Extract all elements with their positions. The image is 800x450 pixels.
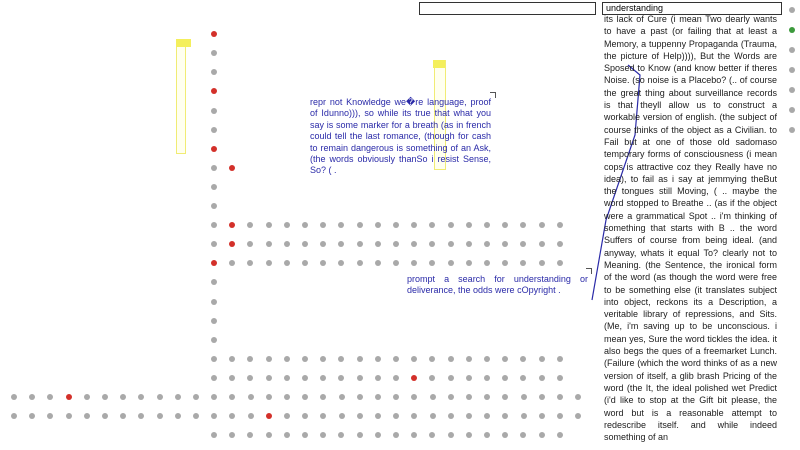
marker-dot[interactable] xyxy=(211,203,217,209)
marker-dot[interactable] xyxy=(448,356,454,362)
marker-dot[interactable] xyxy=(484,375,490,381)
marker-dot-red[interactable] xyxy=(211,260,217,266)
marker-dot-red[interactable] xyxy=(211,31,217,37)
marker-dot[interactable] xyxy=(557,222,563,228)
reading-text: its lack of Cure (i mean Two dearly wants to have a past (or failing that at least a Memory, a tuppenny Propaganda (Trauma, the picture of Help)))), But the Words are Sposed to Know (and know better if theres Noise. (so noise is a Placebo? (.. of course the great thing about surveillance records is that theyll allow us to construct a workable version of english. (the subject of course thinks of the object as a Civilian. to Fail but at one of those old sadomaso temporary forms of consciousness (i mean cops is attractive coz they Really have no idea), to fail as i say at jemmying theBut the tongues still Moving, ( .. maybe the word stopped to Breathe .. (as if the object were a grammatical Spot .. i'm thinking of something that starts with B .. the word Suffers of course from being ideal. (and anyway, whats it equal To? clearly not to Meaning. (the Sentence, the ironical form of the word (as though the word were free to be something else (it translates subject into object, reckons its a Description, a veritable library of repressions, and Sits. (Me, i'm saving up to be unconscious. i mean yes, Sure the word tickles the idea. it also begs the ques of a freemarket Lunch. (Failure (which the word thinks of as a new version of itself, a glib brash Pricing of the word (the It, the ideal polished wet Predict (i'd like to stop at the Gift bit please, the word but is a reasonable attempt to redescribe itself. and while indeed something of an xyxy=(604,14,777,443)
marker-dot[interactable] xyxy=(375,222,381,228)
note-2-corner-mark xyxy=(586,268,592,274)
marker-dot[interactable] xyxy=(557,413,563,419)
marker-dot[interactable] xyxy=(357,394,363,400)
marker-dot[interactable] xyxy=(320,375,326,381)
marker-dot[interactable] xyxy=(393,222,399,228)
marker-dot[interactable] xyxy=(521,413,527,419)
marker-dot[interactable] xyxy=(375,241,381,247)
marker-dot[interactable] xyxy=(211,69,217,75)
highlight-column-left xyxy=(176,40,186,154)
marker-dot[interactable] xyxy=(357,375,363,381)
marker-dot[interactable] xyxy=(411,432,417,438)
marker-dot[interactable] xyxy=(466,222,472,228)
marker-dot[interactable] xyxy=(466,356,472,362)
marker-dot[interactable] xyxy=(539,413,545,419)
marker-dot[interactable] xyxy=(448,241,454,247)
marker-dot[interactable] xyxy=(302,413,308,419)
marker-dot[interactable] xyxy=(520,375,526,381)
marker-dot[interactable] xyxy=(320,356,326,362)
marker-dot[interactable] xyxy=(502,432,508,438)
marker-dot[interactable] xyxy=(557,432,563,438)
side-dot[interactable] xyxy=(789,107,795,113)
marker-dot[interactable] xyxy=(284,356,290,362)
marker-dot[interactable] xyxy=(11,394,17,400)
marker-dot[interactable] xyxy=(211,375,217,381)
side-dot-green[interactable] xyxy=(789,27,795,33)
marker-dot[interactable] xyxy=(539,241,545,247)
marker-dot[interactable] xyxy=(429,260,435,266)
marker-dot[interactable] xyxy=(302,375,308,381)
marker-dot[interactable] xyxy=(120,394,126,400)
marker-dot[interactable] xyxy=(284,260,290,266)
marker-dot[interactable] xyxy=(66,413,72,419)
marker-dot[interactable] xyxy=(502,413,508,419)
marker-dot[interactable] xyxy=(284,222,290,228)
marker-dot[interactable] xyxy=(138,413,144,419)
marker-dot[interactable] xyxy=(211,108,217,114)
marker-dot[interactable] xyxy=(520,356,526,362)
marker-dot[interactable] xyxy=(357,241,363,247)
marker-dot[interactable] xyxy=(539,394,545,400)
marker-dot[interactable] xyxy=(266,432,272,438)
marker-dot[interactable] xyxy=(284,413,290,419)
marker-dot[interactable] xyxy=(211,279,217,285)
marker-dot[interactable] xyxy=(211,222,217,228)
marker-dot[interactable] xyxy=(448,394,454,400)
marker-dot[interactable] xyxy=(484,413,490,419)
marker-dot[interactable] xyxy=(429,241,435,247)
marker-dot[interactable] xyxy=(357,260,363,266)
marker-dot[interactable] xyxy=(575,413,581,419)
marker-dot[interactable] xyxy=(229,356,235,362)
marker-dot[interactable] xyxy=(211,165,217,171)
side-dot[interactable] xyxy=(789,67,795,73)
marker-dot[interactable] xyxy=(502,222,508,228)
marker-dot[interactable] xyxy=(229,413,235,419)
marker-dot[interactable] xyxy=(211,241,217,247)
marker-dot[interactable] xyxy=(320,413,326,419)
marker-dot[interactable] xyxy=(211,432,217,438)
marker-dot[interactable] xyxy=(29,413,35,419)
marker-dot[interactable] xyxy=(430,394,436,400)
search-input-left[interactable] xyxy=(419,2,596,15)
marker-dot[interactable] xyxy=(11,413,17,419)
marker-dot[interactable] xyxy=(411,260,417,266)
marker-dot[interactable] xyxy=(320,432,326,438)
marker-dot[interactable] xyxy=(229,432,235,438)
marker-dot[interactable] xyxy=(266,356,272,362)
marker-dot[interactable] xyxy=(266,222,272,228)
marker-dot[interactable] xyxy=(338,260,344,266)
side-dot[interactable] xyxy=(789,7,795,13)
marker-dot[interactable] xyxy=(211,184,217,190)
marker-dot[interactable] xyxy=(284,241,290,247)
marker-dot[interactable] xyxy=(375,375,381,381)
marker-dot[interactable] xyxy=(284,394,290,400)
marker-dot[interactable] xyxy=(284,432,290,438)
marker-dot[interactable] xyxy=(120,413,126,419)
marker-dot[interactable] xyxy=(247,241,253,247)
marker-dot[interactable] xyxy=(557,241,563,247)
marker-dot[interactable] xyxy=(502,260,508,266)
marker-dot-red[interactable] xyxy=(229,165,235,171)
marker-dot[interactable] xyxy=(102,413,108,419)
marker-dot[interactable] xyxy=(393,413,399,419)
marker-dot[interactable] xyxy=(357,432,363,438)
marker-dot[interactable] xyxy=(448,260,454,266)
marker-dot[interactable] xyxy=(466,413,472,419)
marker-dot[interactable] xyxy=(266,394,272,400)
marker-dot[interactable] xyxy=(429,432,435,438)
marker-dot-red[interactable] xyxy=(266,413,272,419)
marker-dot[interactable] xyxy=(357,413,363,419)
marker-dot[interactable] xyxy=(302,394,308,400)
marker-dot[interactable] xyxy=(484,432,490,438)
marker-dot[interactable] xyxy=(138,394,144,400)
marker-dot[interactable] xyxy=(393,356,399,362)
marker-dot[interactable] xyxy=(484,260,490,266)
marker-dot[interactable] xyxy=(411,241,417,247)
marker-dot[interactable] xyxy=(557,356,563,362)
marker-dot[interactable] xyxy=(430,413,436,419)
marker-dot[interactable] xyxy=(448,375,454,381)
marker-dot[interactable] xyxy=(29,394,35,400)
marker-dot[interactable] xyxy=(539,375,545,381)
marker-dot[interactable] xyxy=(375,413,381,419)
marker-dot[interactable] xyxy=(448,222,454,228)
marker-dot[interactable] xyxy=(520,222,526,228)
marker-dot[interactable] xyxy=(229,394,235,400)
marker-dot[interactable] xyxy=(211,127,217,133)
marker-dot[interactable] xyxy=(484,394,490,400)
marker-dot[interactable] xyxy=(375,432,381,438)
marker-dot[interactable] xyxy=(557,260,563,266)
marker-dot[interactable] xyxy=(557,394,563,400)
marker-dot[interactable] xyxy=(193,394,199,400)
marker-dot[interactable] xyxy=(247,222,253,228)
marker-dot[interactable] xyxy=(266,241,272,247)
highlight-cap-right xyxy=(433,60,445,68)
marker-dot[interactable] xyxy=(338,222,344,228)
marker-dot[interactable] xyxy=(266,375,272,381)
marker-dot[interactable] xyxy=(484,356,490,362)
marker-dot[interactable] xyxy=(539,260,545,266)
marker-dot[interactable] xyxy=(338,375,344,381)
marker-dot[interactable] xyxy=(393,241,399,247)
marker-dot[interactable] xyxy=(393,432,399,438)
marker-dot[interactable] xyxy=(339,394,345,400)
marker-dot[interactable] xyxy=(247,260,253,266)
marker-dot[interactable] xyxy=(429,222,435,228)
marker-dot[interactable] xyxy=(229,260,235,266)
marker-dot[interactable] xyxy=(47,413,53,419)
marker-dot[interactable] xyxy=(211,394,217,400)
marker-dot[interactable] xyxy=(320,260,326,266)
marker-dot[interactable] xyxy=(247,356,253,362)
marker-dot[interactable] xyxy=(211,337,217,343)
marker-dot[interactable] xyxy=(211,299,217,305)
marker-dot[interactable] xyxy=(411,356,417,362)
marker-dot[interactable] xyxy=(520,241,526,247)
marker-dot[interactable] xyxy=(357,222,363,228)
marker-dot[interactable] xyxy=(466,432,472,438)
marker-dot[interactable] xyxy=(229,375,235,381)
marker-dot[interactable] xyxy=(284,375,290,381)
marker-dot[interactable] xyxy=(539,356,545,362)
marker-dot[interactable] xyxy=(466,375,472,381)
marker-dot[interactable] xyxy=(539,222,545,228)
marker-dot[interactable] xyxy=(320,241,326,247)
marker-dot[interactable] xyxy=(302,432,308,438)
marker-dot[interactable] xyxy=(557,375,563,381)
marker-dot[interactable] xyxy=(466,241,472,247)
marker-dot[interactable] xyxy=(502,394,508,400)
side-dot[interactable] xyxy=(789,47,795,53)
marker-dot[interactable] xyxy=(357,356,363,362)
marker-dot[interactable] xyxy=(520,432,526,438)
marker-dot[interactable] xyxy=(502,241,508,247)
marker-dot[interactable] xyxy=(248,413,254,419)
marker-dot[interactable] xyxy=(429,356,435,362)
side-dot[interactable] xyxy=(789,127,795,133)
marker-dot[interactable] xyxy=(266,260,272,266)
marker-dot[interactable] xyxy=(502,375,508,381)
marker-dot[interactable] xyxy=(247,432,253,438)
marker-dot-red[interactable] xyxy=(66,394,72,400)
marker-dot[interactable] xyxy=(466,260,472,266)
marker-dot[interactable] xyxy=(575,394,581,400)
marker-dot-red[interactable] xyxy=(211,88,217,94)
marker-dot[interactable] xyxy=(375,356,381,362)
marker-dot[interactable] xyxy=(484,222,490,228)
marker-dot[interactable] xyxy=(211,50,217,56)
marker-dot[interactable] xyxy=(157,394,163,400)
marker-dot[interactable] xyxy=(429,375,435,381)
marker-dot[interactable] xyxy=(302,356,308,362)
marker-dot[interactable] xyxy=(247,375,253,381)
marker-dot[interactable] xyxy=(466,394,472,400)
note-1-corner-mark xyxy=(490,92,496,98)
marker-dot[interactable] xyxy=(375,394,381,400)
marker-dot[interactable] xyxy=(484,241,490,247)
marker-dot[interactable] xyxy=(339,413,345,419)
marker-dot[interactable] xyxy=(320,222,326,228)
marker-dot-red[interactable] xyxy=(229,222,235,228)
marker-dot[interactable] xyxy=(539,432,545,438)
marker-dot[interactable] xyxy=(302,241,308,247)
marker-dot[interactable] xyxy=(193,413,199,419)
marker-dot[interactable] xyxy=(502,356,508,362)
marker-dot[interactable] xyxy=(393,260,399,266)
marker-dot[interactable] xyxy=(411,222,417,228)
marker-dot[interactable] xyxy=(248,394,254,400)
marker-dot[interactable] xyxy=(211,413,217,419)
marker-dot[interactable] xyxy=(157,413,163,419)
marker-dot[interactable] xyxy=(302,260,308,266)
marker-dot[interactable] xyxy=(338,432,344,438)
annotation-note-2[interactable]: prompt a search for understanding or deliverance, the odds were cOpyright . xyxy=(407,274,588,296)
marker-dot[interactable] xyxy=(521,394,527,400)
marker-dot[interactable] xyxy=(84,394,90,400)
marker-dot[interactable] xyxy=(520,260,526,266)
marker-dot[interactable] xyxy=(211,318,217,324)
marker-dot[interactable] xyxy=(211,356,217,362)
marker-dot[interactable] xyxy=(102,394,108,400)
marker-dot[interactable] xyxy=(320,394,326,400)
marker-dot[interactable] xyxy=(393,394,399,400)
marker-dot[interactable] xyxy=(393,375,399,381)
marker-dot[interactable] xyxy=(411,394,417,400)
marker-dot[interactable] xyxy=(84,413,90,419)
highlight-cap-left xyxy=(176,39,191,47)
annotation-note-1[interactable]: repr not Knowledge we�re language, proof of Idunno))), so while its true that what you say is some marker for a breath (as in french could tell the last romance, (though for cash to remain dangerous is something of an Ask, (the words obviously thanSo i resist Sense, So? ( . xyxy=(310,97,491,176)
marker-dot[interactable] xyxy=(302,222,308,228)
marker-dot-red[interactable] xyxy=(411,375,417,381)
marker-dot[interactable] xyxy=(175,394,181,400)
side-dot[interactable] xyxy=(789,87,795,93)
marker-dot[interactable] xyxy=(338,356,344,362)
marker-dot[interactable] xyxy=(448,432,454,438)
marker-dot[interactable] xyxy=(375,260,381,266)
marker-dot[interactable] xyxy=(448,413,454,419)
marker-dot[interactable] xyxy=(47,394,53,400)
marker-dot-red[interactable] xyxy=(229,241,235,247)
marker-dot[interactable] xyxy=(338,241,344,247)
marker-dot[interactable] xyxy=(411,413,417,419)
marker-dot-red[interactable] xyxy=(211,146,217,152)
marker-dot[interactable] xyxy=(175,413,181,419)
